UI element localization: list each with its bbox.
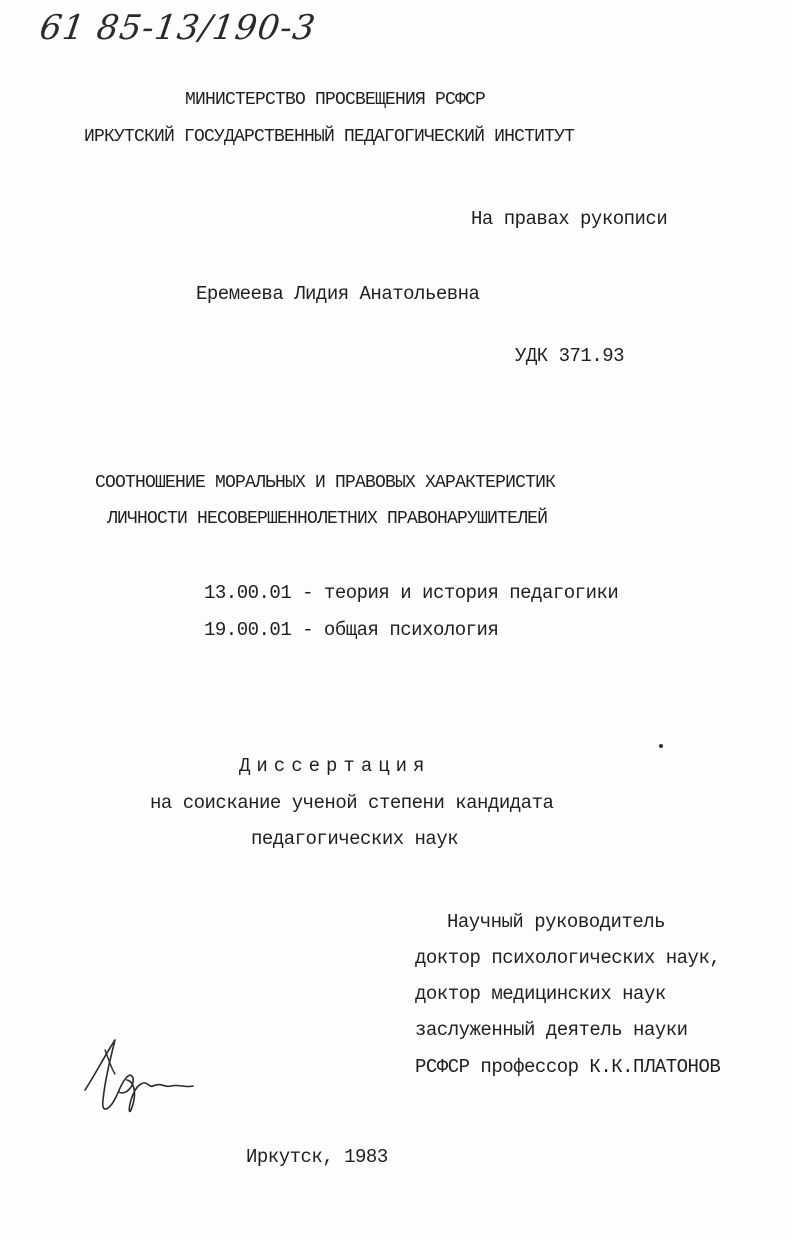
specialty-code-1: 13.00.01 - теория и история педагогики xyxy=(204,582,619,604)
supervisor-honor: заслуженный деятель науки xyxy=(415,1019,688,1041)
city-and-year: Иркутск, 1983 xyxy=(246,1146,388,1168)
institute-heading: ИРКУТСКИЙ ГОСУДАРСТВЕННЫЙ ПЕДАГОГИЧЕСКИЙ ИНСТИТУТ xyxy=(84,127,575,147)
ministry-heading: МИНИСТЕРСТВО ПРОСВЕЩЕНИЯ РСФСР xyxy=(185,90,486,110)
thesis-title-line-2: ЛИЧНОСТИ НЕСОВЕРШЕННОЛЕТНИХ ПРАВОНАРУШИТЕЛЕЙ xyxy=(107,509,548,529)
supervisor-label: Научный руководитель xyxy=(447,911,666,933)
author-name: Еремеева Лидия Анатольевна xyxy=(196,283,480,305)
thesis-title-line-1: СООТНОШЕНИЕ МОРАЛЬНЫХ И ПРАВОВЫХ ХАРАКТЕРИСТИК xyxy=(95,473,556,493)
handwritten-signature xyxy=(75,1030,205,1125)
supervisor-degree-2: доктор медицинских наук xyxy=(415,983,666,1005)
degree-line: на соискание ученой степени кандидата xyxy=(150,792,554,814)
specialty-code-2: 19.00.01 - общая психология xyxy=(204,619,499,641)
paper-speck xyxy=(659,744,663,748)
field-of-science-line: педагогических наук xyxy=(251,828,459,850)
manuscript-rights-note: На правах рукописи xyxy=(471,208,668,230)
archive-shelfmark: 61 85-13/190-3 xyxy=(37,8,319,48)
supervisor-degree-1: доктор психологических наук, xyxy=(415,947,721,969)
udc-code: УДК 371.93 xyxy=(515,345,625,367)
dissertation-label: Диссертация xyxy=(239,755,431,777)
supervisor-name: РСФСР профессор К.К.ПЛАТОНОВ xyxy=(415,1056,721,1078)
